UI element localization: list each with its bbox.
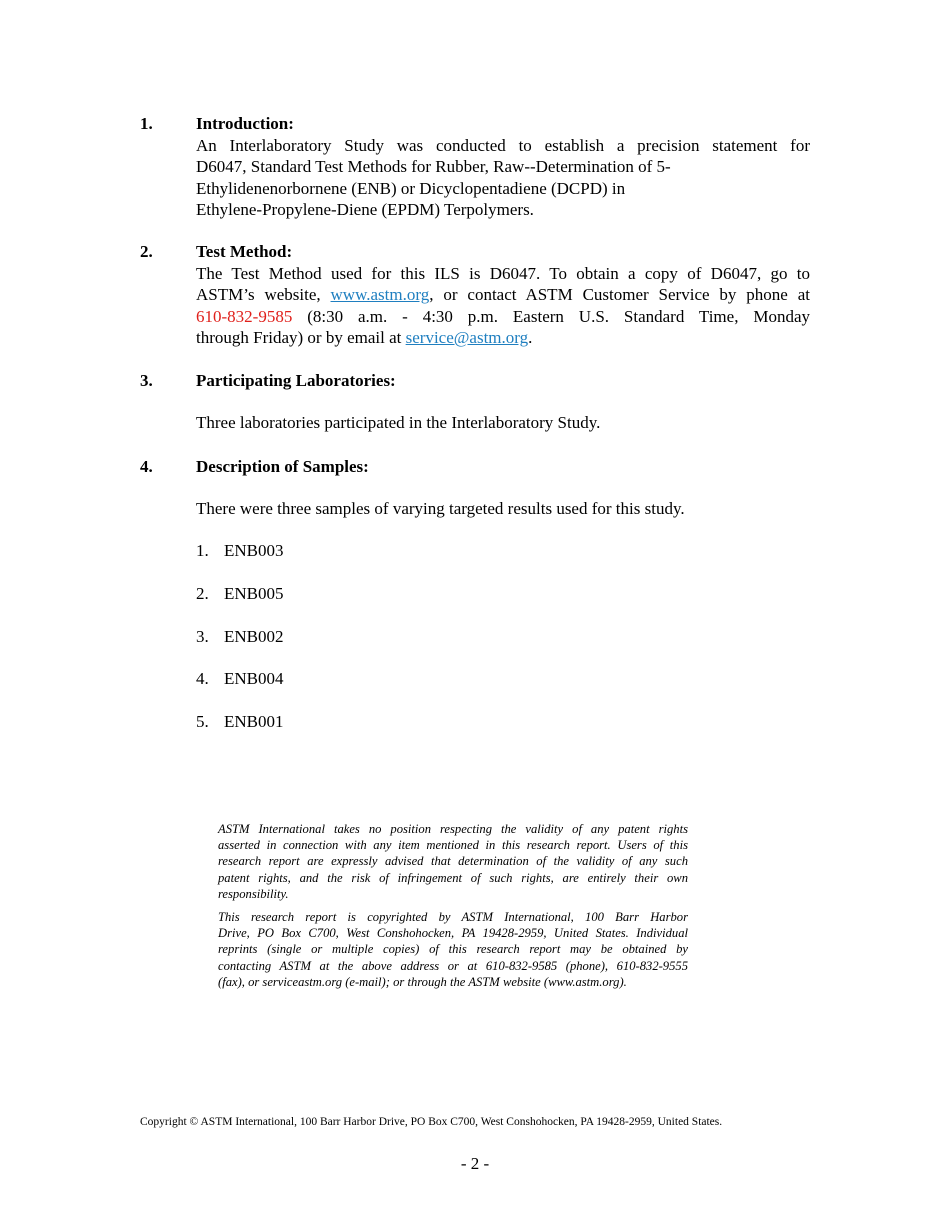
- text-fragment: (8:30 a.m. - 4:30 p.m. Eastern U.S. Standard Time, Monday: [292, 306, 810, 326]
- email-link[interactable]: service@astm.org: [405, 328, 529, 347]
- sample-item: [196, 668, 284, 690]
- intro-line: Ethylidenenorbornene (ENB) or Dicyclopentadiene (DCPD) in: [196, 178, 626, 198]
- disclaimer-line: contacting ASTM at the above address or at 610-832-9585 (phone), 610-832-9555: [218, 958, 688, 973]
- phone-number[interactable]: 610-832-9585: [196, 306, 293, 326]
- section-heading: Test Method:: [196, 242, 293, 261]
- text-fragment: through Friday) or by email at: [196, 328, 406, 347]
- disclaimer-line: This research report is copyrighted by ASTM International, 100 Barr Harbor: [218, 910, 688, 925]
- test-method-line: [196, 284, 810, 306]
- disclaimer-line: Drive, PO Box C700, West Conshohocken, PA 19428-2959, United States. Individual: [218, 926, 688, 941]
- disclaimer-line: (fax), or serviceastm.org (e-mail); or through the ASTM website (www.astm.org).: [218, 974, 627, 989]
- text-fragment: ASTM’s website,: [196, 285, 331, 304]
- disclaimer: [196, 821, 688, 997]
- section-heading: Introduction:: [196, 114, 294, 133]
- sample-number: 4.: [196, 669, 209, 688]
- intro-line: D6047, Standard Test Methods for Rubber, Raw--Determination of 5-: [196, 157, 671, 176]
- section-number: 2.: [140, 242, 153, 261]
- sample-item: [196, 626, 284, 648]
- sample-number: 3.: [196, 627, 209, 646]
- disclaimer-line: ASTM International takes no position respecting the validity of any patent rights: [218, 822, 688, 836]
- section-heading: Participating Laboratories:: [196, 371, 396, 390]
- intro-line: An Interlaboratory Study was conducted to establish a precision statement for: [196, 135, 810, 155]
- sample-label: ENB002: [224, 627, 284, 646]
- samples-text: There were three samples of varying targeted results used for this study.: [196, 499, 685, 518]
- section-number: 3.: [140, 371, 153, 390]
- sample-item: [196, 583, 284, 605]
- disclaimer-line: responsibility.: [218, 886, 289, 901]
- intro-line: Ethylene-Propylene-Diene (EPDM) Terpolymers.: [196, 200, 534, 219]
- test-method-line: [196, 306, 810, 328]
- labs-text: Three laboratories participated in the Interlaboratory Study.: [196, 413, 601, 432]
- section-number: 4.: [140, 457, 153, 476]
- sample-label: ENB001: [224, 712, 284, 731]
- patent-disclaimer: [196, 821, 688, 902]
- disclaimer-line: patent rights, and the risk of infringement of such rights, are entirely their own: [218, 870, 688, 885]
- sample-number: 5.: [196, 712, 209, 731]
- test-method-line: The Test Method used for this ILS is D6047. To obtain a copy of D6047, go to: [196, 263, 810, 283]
- sample-label: ENB003: [224, 541, 284, 560]
- text-fragment: , or contact ASTM Customer Service by phone at: [429, 285, 811, 304]
- disclaimer-line: reprints (single or multiple copies) of this research report may be obtained by: [218, 942, 688, 957]
- text-fragment: .: [528, 328, 533, 347]
- page-number: - 2 -: [460, 1154, 490, 1173]
- section-heading: Description of Samples:: [196, 457, 369, 476]
- section-number: 1.: [140, 114, 153, 133]
- disclaimer-line: research report are expressly advised that determination of the validity of any such: [218, 854, 688, 869]
- sample-number: 1.: [196, 541, 209, 560]
- sample-label: ENB005: [224, 584, 284, 603]
- disclaimer-line: asserted in connection with any item mentioned in this research report. Users of this: [218, 838, 688, 853]
- test-method-line: [196, 327, 810, 349]
- sample-label: ENB004: [224, 669, 284, 688]
- copyright-disclaimer: [196, 909, 688, 990]
- sample-number: 2.: [196, 584, 209, 603]
- sample-item: [196, 711, 284, 733]
- website-link[interactable]: www.astm.org: [330, 285, 430, 304]
- copyright-footer: Copyright © ASTM International, 100 Barr Harbor Drive, PO Box C700, West Conshohocken, PA 19428-2959, United States.: [140, 1116, 723, 1128]
- sample-item: [196, 540, 284, 562]
